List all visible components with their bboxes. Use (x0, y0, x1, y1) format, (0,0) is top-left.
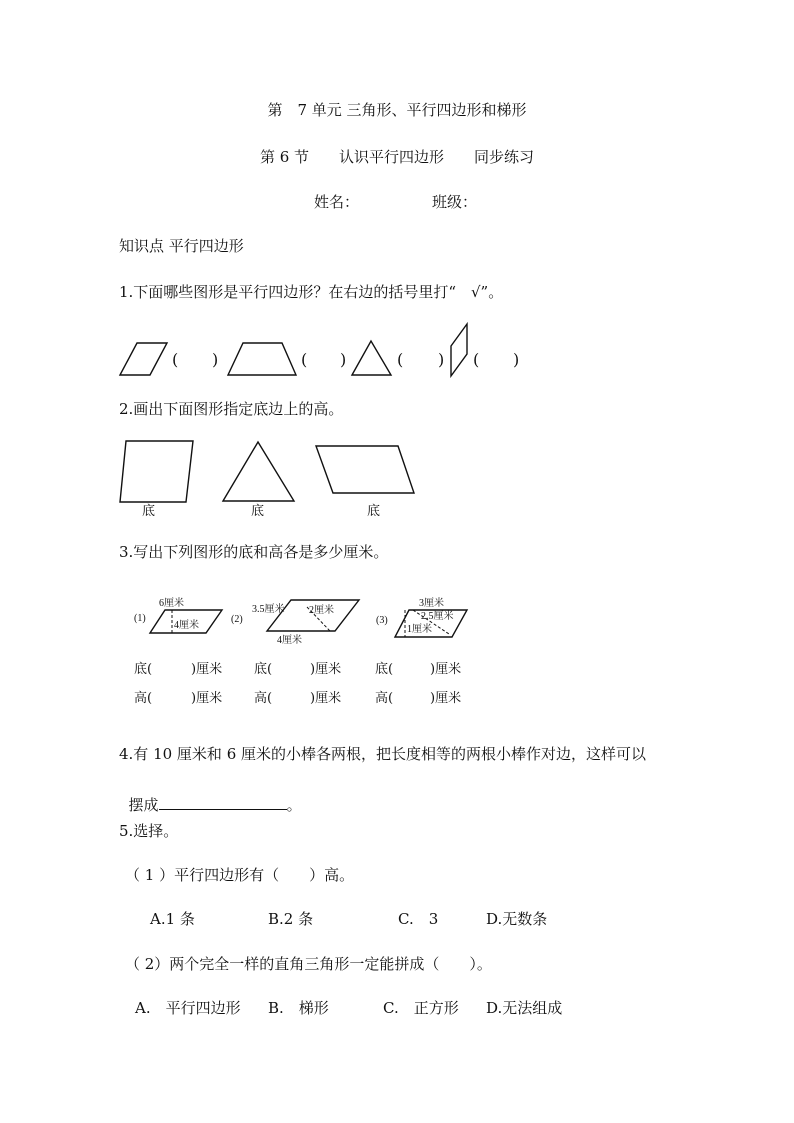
q2-triangle-shape (221, 440, 297, 504)
q3-fig3-number: (3) (376, 615, 388, 626)
q5-sub2-option-d[interactable]: D.无法组成 (486, 999, 563, 1017)
q1-triangle-shape (350, 339, 394, 377)
q3-figure-3 (372, 594, 472, 646)
q2-base-label-3: 底 (367, 504, 381, 519)
q3-height-prefix-3: 高( (375, 691, 394, 706)
q3-height-unit-2: )厘米 (310, 691, 342, 706)
q5-sub1-option-b[interactable]: B.2 条 (268, 910, 314, 928)
q3-figure-1 (130, 594, 230, 644)
q5-sub1-text: （ 1 ）平行四边形有（ ）高。 (125, 866, 355, 884)
q5-sub2-text: （ 2）两个完全一样的直角三角形一定能拼成（ ）。 (125, 955, 492, 973)
q3-height-unit-3: )厘米 (430, 691, 462, 706)
q1-paren-open-2: ( (301, 350, 308, 369)
q3-fig1-label-top: 6厘米 (159, 598, 184, 609)
q2-base-label-2: 底 (251, 504, 265, 519)
q1-paren-close-3: ) (438, 350, 445, 369)
q5-sub1-option-c[interactable]: C. 3 (398, 910, 439, 928)
q3-base-prefix-2: 底( (254, 662, 273, 677)
q1-slanted-parallelogram-shape (449, 322, 471, 378)
q1-paren-close-4: ) (513, 350, 520, 369)
q3-base-prefix-3: 底( (375, 662, 394, 677)
q5-sub2-option-b[interactable]: B. 梯形 (268, 999, 329, 1017)
q2-parallelogram-2-shape (314, 444, 416, 496)
q3-fig2-label-left: 3.5厘米 (252, 604, 285, 615)
q3-height-prefix-1: 高( (134, 691, 153, 706)
q2-base-label-1: 底 (142, 504, 156, 519)
q5-sub1-option-d[interactable]: D.无数条 (486, 910, 548, 928)
q3-base-prefix-1: 底( (134, 662, 153, 677)
page-subtitle: 第 6 节 认识平行四边形 同步练习 (259, 148, 535, 166)
q1-paren-open-4: ( (473, 350, 480, 369)
name-label: 姓名： (314, 193, 360, 211)
q3-fig3-label-height: 1厘米 (407, 624, 432, 635)
q5-sub1-option-a[interactable]: A.1 条 (150, 910, 195, 928)
question-4-prefix: 摆成 (128, 796, 159, 814)
question-2-text: 2.画出下面图形指定底边上的高。 (119, 400, 344, 418)
q3-base-unit-2: )厘米 (310, 662, 342, 677)
q3-fig1-label-height: 4厘米 (174, 620, 199, 631)
question-4-line-2 (119, 777, 302, 814)
q3-base-unit-3: )厘米 (430, 662, 462, 677)
q3-fig3-label-top: 3厘米 (419, 598, 444, 609)
q3-height-prefix-2: 高( (254, 691, 273, 706)
q3-height-unit-1: )厘米 (191, 691, 223, 706)
q3-fig1-number: (1) (134, 613, 146, 624)
q1-paren-close-1: ) (212, 350, 219, 369)
class-label: 班级： (432, 193, 478, 211)
question-4-answer-blank[interactable] (159, 795, 287, 810)
q5-sub2-option-a[interactable]: A. 平行四边形 (135, 999, 241, 1017)
q2-parallelogram-1-shape (118, 439, 196, 505)
q3-fig2-label-bottom: 4厘米 (277, 635, 302, 646)
page-title: 第 7 单元 三角形、平行四边形和梯形 (267, 101, 527, 119)
q5-sub2-option-c[interactable]: C. 正方形 (383, 999, 459, 1017)
q1-parallelogram-shape (119, 341, 169, 377)
question-5-text: 5.选择。 (119, 822, 179, 840)
q1-paren-open-3: ( (397, 350, 404, 369)
q3-base-unit-1: )厘米 (191, 662, 223, 677)
q1-paren-open-1: ( (172, 350, 179, 369)
q3-fig3-label-diag: 2.5厘米 (421, 611, 454, 622)
question-4-line-1: 4.有 10 厘米和 6 厘米的小棒各两根，把长度相等的两根小棒作对边，这样可以 (119, 745, 647, 763)
q3-fig2-label-height: 2厘米 (309, 605, 334, 616)
q1-trapezoid-shape (226, 341, 298, 377)
question-4-suffix: 。 (286, 796, 302, 814)
q3-figure-2 (230, 594, 370, 648)
question-3-text: 3.写出下列图形的底和高各是多少厘米。 (119, 543, 389, 561)
section-title: 知识点 平行四边形 (119, 237, 244, 255)
q3-fig2-number: (2) (231, 614, 243, 625)
question-1-text: 1.下面哪些图形是平行四边形？在右边的括号里打“ √”。 (119, 283, 504, 301)
q1-paren-close-2: ) (340, 350, 347, 369)
